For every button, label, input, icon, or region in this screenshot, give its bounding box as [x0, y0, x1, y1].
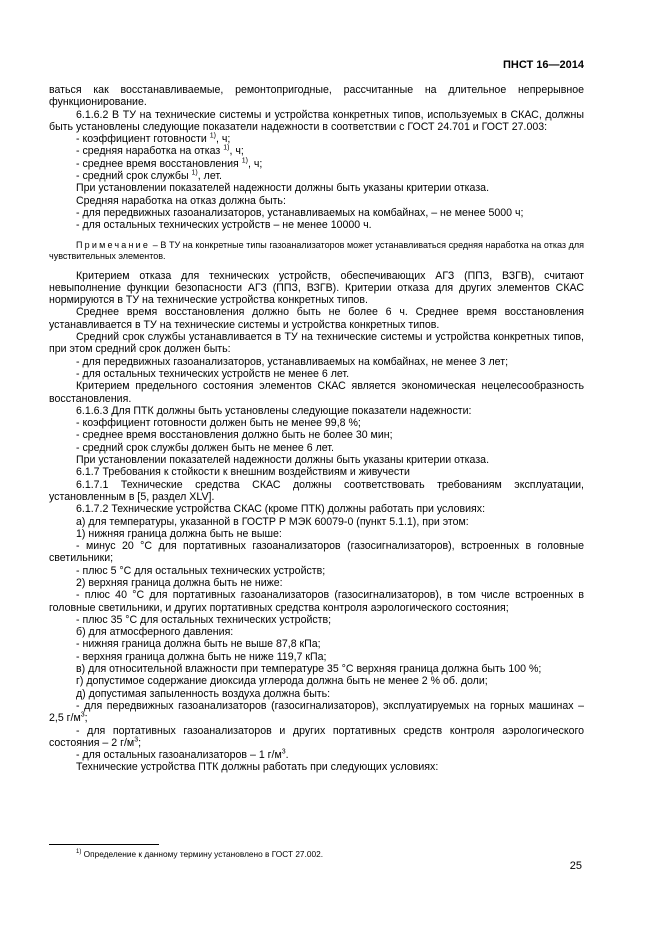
list-item: - среднее время восстановления должно быть не более 30 мин; — [76, 429, 393, 442]
list-item: - для остальных технических устройств не менее 6 лет. — [76, 367, 350, 380]
paragraph: Средний срок службы устанавливается в ТУ на технические системы и устройства конкретных типов, при этом средний срок должен быть: — [49, 331, 584, 356]
list-item: 2) верхняя граница должна быть не ниже: — [76, 576, 283, 589]
list-item: г) допустимое содержание диоксида углерода должна быть не менее 2 % об. доли; — [76, 675, 488, 688]
list-item: - для портативных газоанализаторов и других портативных средств контроля аэрологического состояния – 2 $г/м^3$; — [49, 724, 584, 749]
footnote-divider — [49, 844, 159, 845]
paragraph: Среднее время восстановления должно быть не более 6 ч. Среднее время восстановления устанавливается в ТУ на технические системы и устройства конкретных типов. — [49, 306, 584, 331]
paragraph: Средняя наработка на отказ должна быть: — [76, 194, 286, 207]
document-header: ПНСТ 16—2014 — [502, 59, 584, 71]
list-item: - плюс 5 °С для остальных технических устройств; — [76, 564, 326, 577]
paragraph: При установлении показателей надежности должны быть указаны критерии отказа. — [76, 454, 490, 467]
list-item: б) для атмосферного давления: — [76, 626, 234, 639]
list-item: - средний срок службы $^{1)}$, лет. — [76, 169, 222, 183]
paragraph: ваться как восстанавливаемые, ремонтопригодные, рассчитанные на длительное непрерывное функционирование. — [49, 84, 584, 109]
paragraph-6-1-7-2: 6.1.7.2 Технические устройства СКАС (кроме ПТК) должны работать при условиях: — [76, 503, 486, 516]
list-item: - для передвижных газоанализаторов (газосигнализаторов), эксплуатируемых на горных машинах – 2,5 $г/м^3$; — [49, 699, 584, 725]
list-item: - среднее время восстановления $^{1)}$, ч; — [76, 157, 263, 170]
footnote-mark: 1) — [76, 849, 82, 856]
list-item: - для передвижных газоанализаторов, устанавливаемых на комбайнах, – не менее 5000 ч; — [76, 206, 524, 219]
document-body — [49, 84, 584, 774]
paragraph: При установлении показателей надежности должны быть указаны критерии отказа. — [76, 182, 490, 195]
list-item: - плюс 40 °С для портативных газоанализаторов (газосигнализаторов), в том числе встроенных в головные светильники, и других портативных средства контроля аэрологического состояния; — [49, 589, 584, 614]
list-item: в) для относительной влажности при температуре 35 °С верхняя граница должна быть 100 %; — [76, 663, 542, 676]
note-label: Примечание — [76, 239, 151, 250]
list-item: д) допустимая запыленность воздуха должна быть: — [76, 687, 331, 700]
list-item: - для передвижных газоанализаторов, устанавливаемых на комбайнах, не менее 3 лет; — [76, 355, 509, 368]
paragraph: Критерием предельного состояния элементов СКАС является экономическая нецелесообразность восстановления. — [49, 380, 584, 405]
paragraph-6-1-7-1: 6.1.7.1 Технические средства СКАС должны соответствовать требованиям эксплуатации, установленным в [5, раздел XLV]. — [49, 478, 584, 503]
list-item: - минус 20 °С для портативных газоанализаторов (газосигнализаторов), встроенных в головные светильники; — [49, 540, 584, 565]
list-item: - плюс 35 °С для остальных технических устройств; — [76, 613, 332, 626]
list-item: - средняя наработка на отказ $^{1)}$, ч; — [76, 144, 244, 158]
page-number: 25 — [569, 860, 582, 872]
list-item: - нижняя граница должна быть не выше 87,8 кПа; — [76, 638, 321, 651]
list-item: а) для температуры, указанной в ГОСТР Р МЭК 60079-0 (пункт 5.1.1), при этом: — [76, 515, 469, 528]
section-heading-6-1-7: 6.1.7 Требования к стойкости к внешним воздействиям и живучести — [76, 466, 410, 479]
list-item: - коэффициент готовности $^{1)}$, ч; — [76, 132, 231, 146]
list-item: 1) нижняя граница должна быть не выше: — [76, 527, 282, 540]
list-item: - коэффициент готовности должен быть не менее 99,8 %; — [76, 417, 361, 430]
footnote-text: Определение к данному термину установлено в ГОСТ 27.002. — [81, 849, 324, 859]
paragraph-6-1-6-3: 6.1.6.3 Для ПТК должны быть установлены следующие показатели надежности: — [76, 404, 472, 417]
note — [49, 240, 584, 262]
footnote — [76, 849, 323, 860]
list-item: - для остальных газоанализаторов – 1 $г/м^3$. — [76, 748, 289, 762]
list-item: - верхняя граница должна быть не ниже 119,7 кПа; — [76, 650, 327, 663]
paragraph: Критерием отказа для технических устройств, обеспечивающих АГЗ (ППЗ, ВЗГВ), считают невыполнение функции безопасности АГЗ (ППЗ, ВЗГВ). Критерии отказа для других элементов СКАС нормируются в ТУ на технические устройства конкретных типов. — [49, 269, 584, 307]
paragraph: Технические устройства ПТК должны работать при следующих условиях: — [76, 761, 439, 774]
note-text: – В ТУ на конкретные типы газоанализаторов может устанавливаться средняя наработка на отказ для чувствительных элементов. — [49, 239, 584, 261]
paragraph-6-1-6-2: 6.1.6.2 В ТУ на технические системы и устройства конкретных типов, используемых в СКАС, должны быть установлены следующие показатели надежности в соответствии с ГОСТ 24.701 и ГОСТ 27.003: — [49, 108, 584, 133]
list-item: - средний срок службы должен быть не менее 6 лет. — [76, 441, 334, 454]
list-item: - для остальных технических устройств – не менее 10000 ч. — [76, 219, 372, 232]
